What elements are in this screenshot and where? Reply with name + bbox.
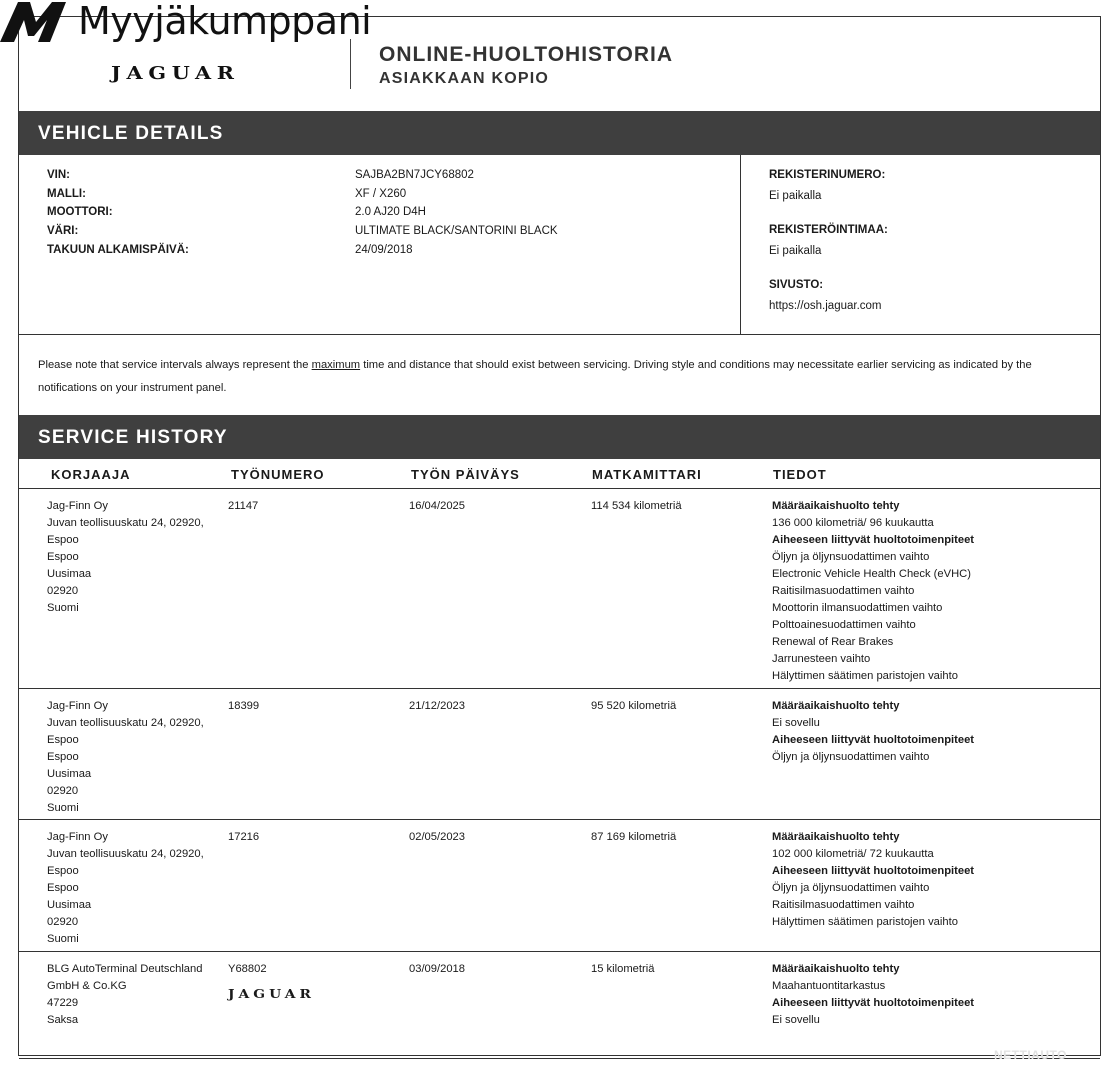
repairer-line: Jag-Finn Oy <box>47 500 108 512</box>
details-cell <box>772 961 1092 1029</box>
repairer-line: 47229 <box>47 997 79 1009</box>
registration-number-label: REKISTERINUMERO: <box>769 169 886 181</box>
job-number-cell <box>228 498 398 515</box>
details-item: Raitisilmasuodattimen vaihto <box>772 899 915 911</box>
vin-label: VIN: <box>47 169 70 181</box>
seller-brand <box>0 0 371 44</box>
details-item: Jarrunesteen vaihto <box>772 653 871 665</box>
details-heading: Aiheeseen liittyvät huoltotoimenpiteet <box>772 534 975 546</box>
details-item: Öljyn ja öljynsuodattimen vaihto <box>772 551 930 563</box>
details-heading: Määräaikaishuolto tehty <box>772 831 900 843</box>
repairer-line: Juvan teollisuuskatu 24, 02920, <box>47 717 204 729</box>
service-date: 21/12/2023 <box>409 700 465 712</box>
repairer-line: Espoo <box>47 882 79 894</box>
details-item: Moottorin ilmansuodattimen vaihto <box>772 602 943 614</box>
repairer-line: Espoo <box>47 534 79 546</box>
repairer-line: 02920 <box>47 585 79 597</box>
details-item: Electronic Vehicle Health Check (eVHC) <box>772 568 971 580</box>
warranty-start-label: TAKUUN ALKAMISPÄIVÄ: <box>47 244 189 256</box>
details-cell <box>772 698 1092 766</box>
details-item: 136 000 kilometriä/ 96 kuukautta <box>772 517 934 529</box>
service-interval-notice <box>19 335 1100 415</box>
job-number-cell <box>228 961 398 1003</box>
repairer-line: Espoo <box>47 734 79 746</box>
repairer-line: Jag-Finn Oy <box>47 700 108 712</box>
registration-country-value: Ei paikalla <box>769 245 822 257</box>
vehicle-details-section <box>19 155 1100 335</box>
repairer-line: Juvan teollisuuskatu 24, 02920, <box>47 848 204 860</box>
repairer-line: Suomi <box>47 933 79 945</box>
details-item: Ei sovellu <box>772 1014 820 1026</box>
vehicle-details-heading: VEHICLE DETAILS <box>19 111 1100 155</box>
details-item: Öljyn ja öljynsuodattimen vaihto <box>772 882 930 894</box>
repairer-cell <box>47 829 222 948</box>
registration-number-value: Ei paikalla <box>769 190 822 202</box>
details-item: Hälyttimen säätimen paristojen vaihto <box>772 916 958 928</box>
column-header-date: TYÖN PÄIVÄYS <box>411 467 520 482</box>
vin-value: SAJBA2BN7JCY68802 <box>355 169 474 181</box>
repairer-line: Espoo <box>47 751 79 763</box>
service-row <box>19 489 1100 689</box>
service-date: 16/04/2025 <box>409 500 465 512</box>
details-item: Renewal of Rear Brakes <box>772 636 894 648</box>
details-item: Ei sovellu <box>772 717 820 729</box>
odometer-reading: 15 kilometriä <box>591 963 655 975</box>
repairer-line: GmbH & Co.KG <box>47 980 127 992</box>
color-label: VÄRI: <box>47 225 79 237</box>
repairer-line: BLG AutoTerminal Deutschland <box>47 963 203 975</box>
engine-label: MOOTTORI: <box>47 206 113 218</box>
website-block <box>769 279 882 312</box>
service-table-header <box>19 459 1100 489</box>
model-value: XF / X260 <box>355 188 407 200</box>
details-heading: Aiheeseen liittyvät huoltotoimenpiteet <box>772 997 975 1009</box>
details-heading: Määräaikaishuolto tehty <box>772 963 900 975</box>
job-number-cell <box>228 698 398 715</box>
details-item: 102 000 kilometriä/ 72 kuukautta <box>772 848 934 860</box>
repairer-line: Suomi <box>47 802 79 814</box>
details-cell <box>772 498 1092 685</box>
service-row <box>19 952 1100 1059</box>
registration-country-label: REKISTERÖINTIMAA: <box>769 224 888 236</box>
details-heading: Määräaikaishuolto tehty <box>772 500 900 512</box>
details-heading: Aiheeseen liittyvät huoltotoimenpiteet <box>772 865 975 877</box>
job-number: 21147 <box>228 500 259 512</box>
column-header-odometer: MATKAMITTARI <box>592 467 702 482</box>
details-item: Maahantuontitarkastus <box>772 980 886 992</box>
engine-value: 2.0 AJ20 D4H <box>355 206 426 218</box>
repairer-cell <box>47 961 222 1029</box>
seller-m-logo-icon <box>0 0 72 44</box>
jaguar-logo-small: JAGUAR <box>228 987 315 1001</box>
registration-number-block <box>769 169 885 202</box>
column-header-job-number: TYÖNUMERO <box>231 467 325 482</box>
column-header-details: TIEDOT <box>773 467 827 482</box>
repairer-line: Uusimaa <box>47 768 92 780</box>
website-label: SIVUSTO: <box>769 279 824 291</box>
repairer-line: Jag-Finn Oy <box>47 831 108 843</box>
repairer-line: Espoo <box>47 551 79 563</box>
repairer-line: Espoo <box>47 865 79 877</box>
details-item: Raitisilmasuodattimen vaihto <box>772 585 915 597</box>
seller-brand-text: Myyjäkumppani <box>78 0 372 43</box>
column-header-repairer: KORJAAJA <box>51 467 131 482</box>
repairer-line: 02920 <box>47 785 79 797</box>
header-divider <box>350 39 351 89</box>
job-number: Y68802 <box>228 963 267 975</box>
repairer-cell <box>47 698 222 817</box>
service-row <box>19 820 1100 952</box>
repairer-line: Uusimaa <box>47 899 92 911</box>
details-item: Hälyttimen säätimen paristojen vaihto <box>772 670 958 682</box>
page-subtitle: ASIAKKAAN KOPIO <box>379 70 550 87</box>
service-history-heading: SERVICE HISTORY <box>19 415 1100 459</box>
details-item: Polttoainesuodattimen vaihto <box>772 619 916 631</box>
service-row <box>19 689 1100 820</box>
service-history-document <box>18 16 1101 1056</box>
job-number: 18399 <box>228 700 260 712</box>
odometer-reading: 114 534 kilometriä <box>591 500 682 512</box>
repairer-line: Saksa <box>47 1014 79 1026</box>
job-number-cell <box>228 829 398 846</box>
service-date: 02/05/2023 <box>409 831 465 843</box>
notice-emphasis: maximum <box>311 359 361 371</box>
nettiauto-watermark: NETTIAUTO <box>994 1048 1067 1062</box>
details-heading: Määräaikaishuolto tehty <box>772 700 900 712</box>
notice-text-before: Please note that service intervals always represent the <box>38 359 312 371</box>
registration-column <box>740 155 1101 334</box>
odometer-reading: 87 169 kilometriä <box>591 831 677 843</box>
details-cell <box>772 829 1092 931</box>
details-heading: Aiheeseen liittyvät huoltotoimenpiteet <box>772 734 975 746</box>
job-number: 17216 <box>228 831 260 843</box>
service-table-body <box>19 489 1100 1059</box>
color-value: ULTIMATE BLACK/SANTORINI BLACK <box>355 225 558 237</box>
website-link[interactable]: https://osh.jaguar.com <box>769 300 882 312</box>
details-item: Öljyn ja öljynsuodattimen vaihto <box>772 751 930 763</box>
notice-text-after: time and distance that should exist between servicing. Driving style and conditions may necessitate earlier servicing as indicated by the notifications on your instrument panel. <box>38 359 1032 394</box>
page-title: ONLINE-HUOLTOHISTORIA <box>379 43 673 66</box>
service-date: 03/09/2018 <box>409 963 465 975</box>
model-label: MALLI: <box>47 188 86 200</box>
repairer-line: Uusimaa <box>47 568 92 580</box>
repairer-cell <box>47 498 222 617</box>
warranty-start-value: 24/09/2018 <box>355 244 413 256</box>
repairer-line: Juvan teollisuuskatu 24, 02920, <box>47 517 204 529</box>
registration-country-block <box>769 224 888 257</box>
repairer-line: Suomi <box>47 602 79 614</box>
repairer-line: 02920 <box>47 916 79 928</box>
jaguar-logo: JAGUAR <box>111 63 240 84</box>
odometer-reading: 95 520 kilometriä <box>591 700 677 712</box>
